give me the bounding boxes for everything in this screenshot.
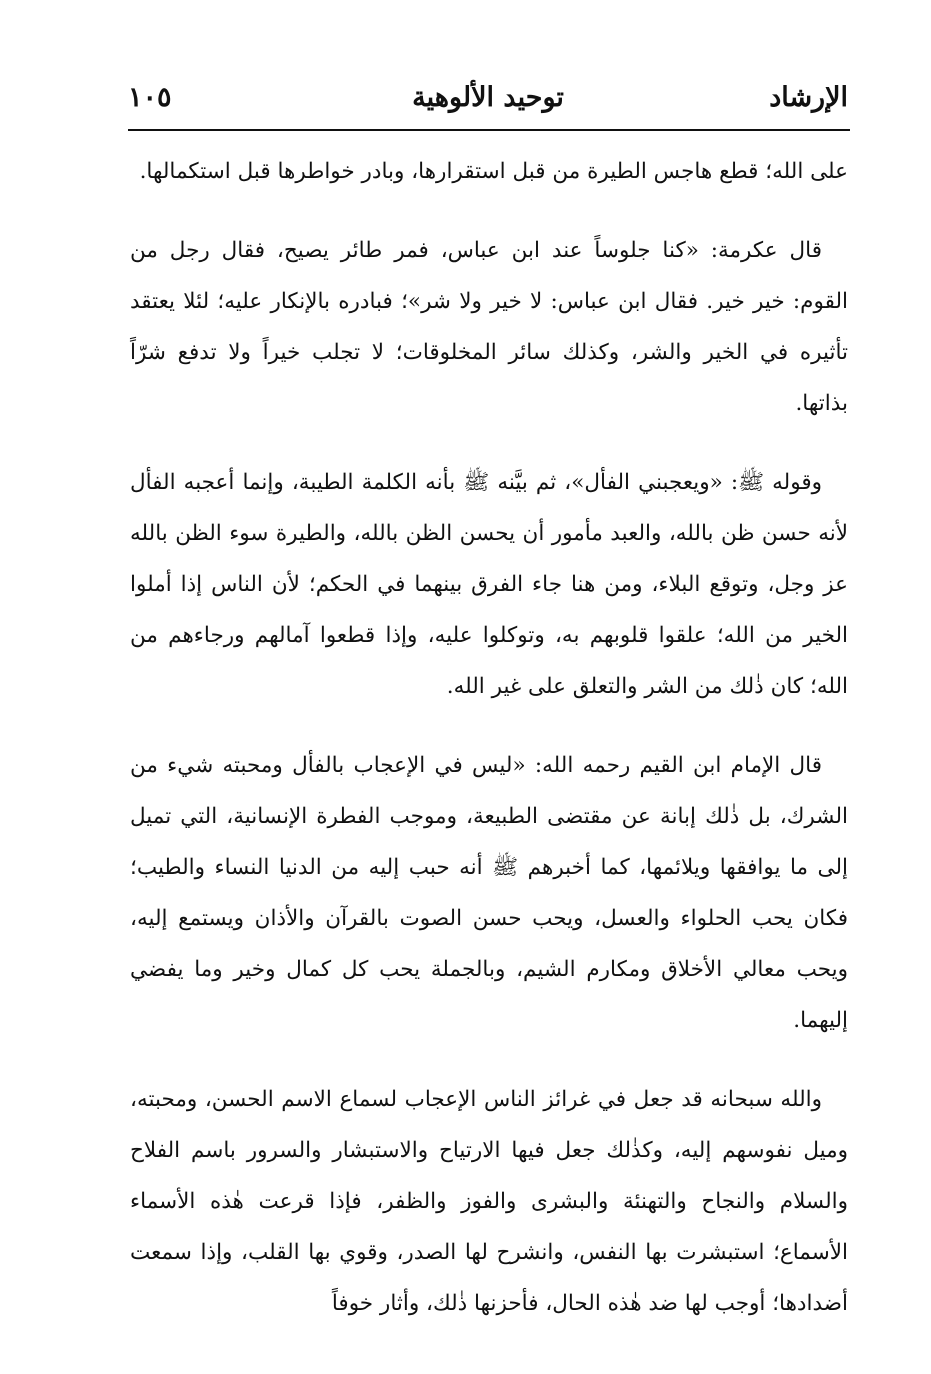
chapter-title: توحيد الألوهية bbox=[412, 82, 564, 113]
paragraph-names: والله سبحانه قد جعل في غرائز الناس الإعجاب لسماع الاسم الحسن، ومحبته، وميل نفوسهم إليه، وكذٰلك جعل فيها الارتياح والاستبشار والسرور باسم الفلاح والسلام والنجاح والتهنئة والبشرى والفوز والظفر، فإذا قرعت هٰذه الأسماء الأسماع؛ استبشرت بها النفس، وانشرح لها الصدر، وقوي بها القلب، وإذا سمعت أضدادها؛ أوجب لها ضد هٰذه الحال، فأحزنها ذٰلك، وأثار خوفاً bbox=[130, 1087, 848, 1316]
paragraph-ikrimah: قال عكرمة: «كنا جلوساً عند ابن عباس، فمر طائر يصيح، فقال رجل من القوم: خير خير. فقال ابن عباس: لا خير ولا شر»؛ فبادره بالإنكار عليه؛ لئلا يعتقد تأثيره في الخير والشر، وكذلك سائر المخلوقات؛ لا تجلب خيراً ولا تدفع شرّاً بذاتها. bbox=[130, 238, 848, 416]
paragraph-continuation: على الله؛ قطع هاجس الطيرة من قبل استقرارها، وبادر خواطرها قبل استكمالها. bbox=[139, 159, 848, 184]
paragraph-ibn-qayyim: قال الإمام ابن القيم رحمه الله: «ليس في الإعجاب بالفأل ومحبته شيء من الشرك، بل ذٰلك إبانة عن مقتضى الطبيعة، وموجب الفطرة الإنسانية، التي تميل إلى ما يوافقها ويلائمها، كما أخبرهم ﷺ أنه حبب إليه من الدنيا النساء والطيب؛ فكان يحب الحلواء والعسل، ويحب حسن الصوت بالقرآن والأذان ويستمع إليه، ويحب معالي الأخلاق ومكارم الشيم، وبالجملة يحب كل كمال وخير وما يفضي إليهما. bbox=[130, 753, 848, 1033]
book-title: الإرشاد bbox=[769, 82, 848, 113]
body-text bbox=[130, 146, 848, 1357]
page-number: ١٠٥ bbox=[128, 82, 172, 113]
paragraph-fal: وقوله ﷺ: «ويعجبني الفأل»، ثم بيَّنه ﷺ بأنه الكلمة الطيبة، وإنما أعجبه الفأل لأنه حسن ظن بالله، والعبد مأمور أن يحسن الظن بالله، والطيرة سوء الظن بالله عز وجل، وتوقع البلاء، ومن هنا جاء الفرق بينهما في الحكم؛ لأن الناس إذا أملوا الخير من الله؛ علقوا قلوبهم به، وتوكلوا عليه، وإذا قطعوا آمالهم ورجاءهم من الله؛ كان ذٰلك من الشر والتعلق على غير الله. bbox=[130, 470, 848, 699]
header-divider bbox=[128, 129, 850, 131]
running-header bbox=[128, 82, 848, 128]
